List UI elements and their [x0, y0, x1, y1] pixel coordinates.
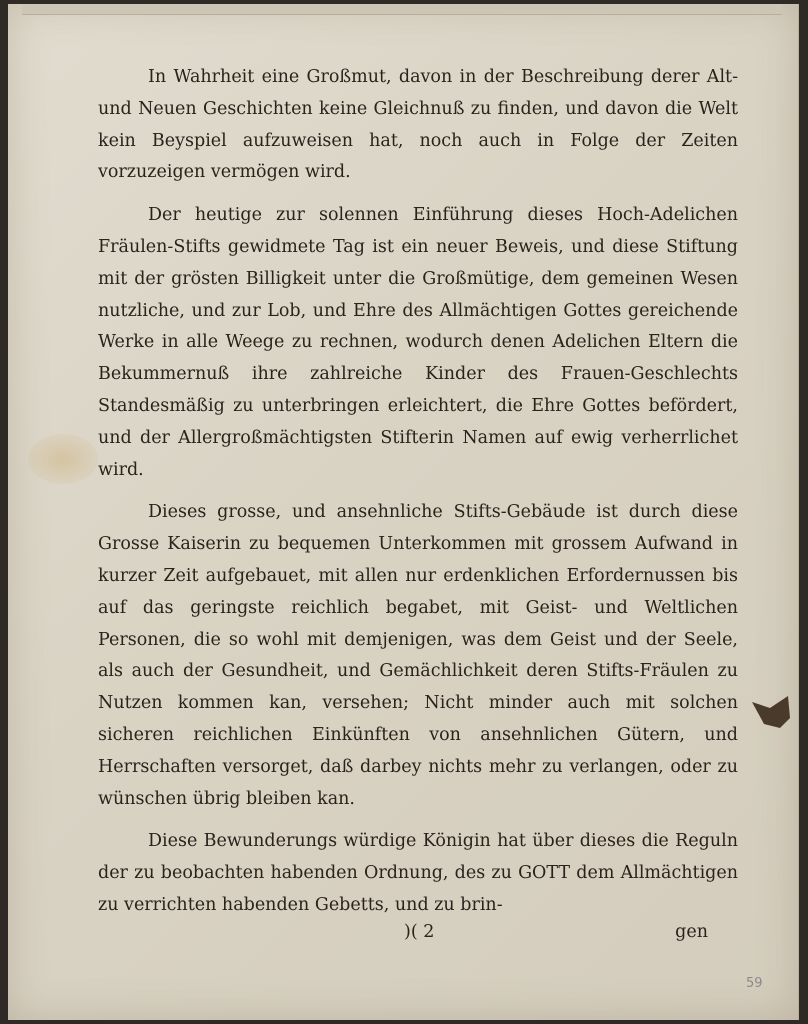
page-footer [98, 922, 708, 952]
torn-edge-mark [750, 694, 794, 730]
paper-sheet [8, 4, 799, 1020]
archive-number: 59 [746, 976, 763, 991]
foxing-stain [28, 434, 98, 484]
paragraph-3: Dieses grosse, und ansehnliche Stifts-Gebäude ist durch diese Grosse Kaiserin zu bequemen Unterkommen mit grossem Aufwand in kurzer Zeit aufgebauet, mit allen nur erdenklichen Erfordernussen bis auf das geringste reichlich begabet, mit Geist- und Weltlichen Personen, die so wohl mit demjenigen, was dem Geist und der Seele, als auch der Gesundheit, und Gemächlichkeit deren Stifts-Fräulen zu Nutzen kommen kan, versehen; Nicht minder auch mit solchen sicheren reichlichen Einkünften von ansehnlichen Gütern, und Herrschaften versorget, daß darbey nichts mehr zu verlangen, oder zu wünschen übrig bleiben kan. [98, 502, 738, 809]
page-number: )( 2 [404, 922, 435, 942]
catchword: gen [675, 922, 708, 942]
paragraph-1: In Wahrheit eine Großmut, davon in der Beschreibung derer Alt- und Neuen Geschichten keine Gleichnuß zu finden, und davon die Welt kein Beyspiel aufzuweisen hat, noch auch in Folge der Zeiten vorzuzeigen vermögen wird. [98, 67, 738, 183]
paper-edge [22, 4, 782, 15]
body-text [98, 62, 738, 933]
paragraph-4: Diese Bewunderungs würdige Königin hat über dieses die Reguln der zu beobachten habenden Ordnung, des zu GOTT dem Allmächtigen zu verrichten habenden Gebetts, und zu brin- [98, 831, 738, 915]
paragraph-2: Der heutige zur solennen Einführung dieses Hoch-Adelichen Fräulen-Stifts gewidmete Tag ist ein neuer Beweis, und diese Stiftung mit der grösten Billigkeit unter die Großmütige, dem gemeinen Wesen nutzliche, und zur Lob, und Ehre des Allmächtigen Gottes gereichende Werke in alle Weege zu rechnen, wodurch denen Adelichen Eltern die Bekummernuß ihre zahlreiche Kinder des Frauen-Geschlechts Standesmäßig zu unterbringen erleichtert, die Ehre Gottes befördert, und der Allergroßmächtigsten Stifterin Namen auf ewig verherrlichet wird. [98, 205, 738, 480]
